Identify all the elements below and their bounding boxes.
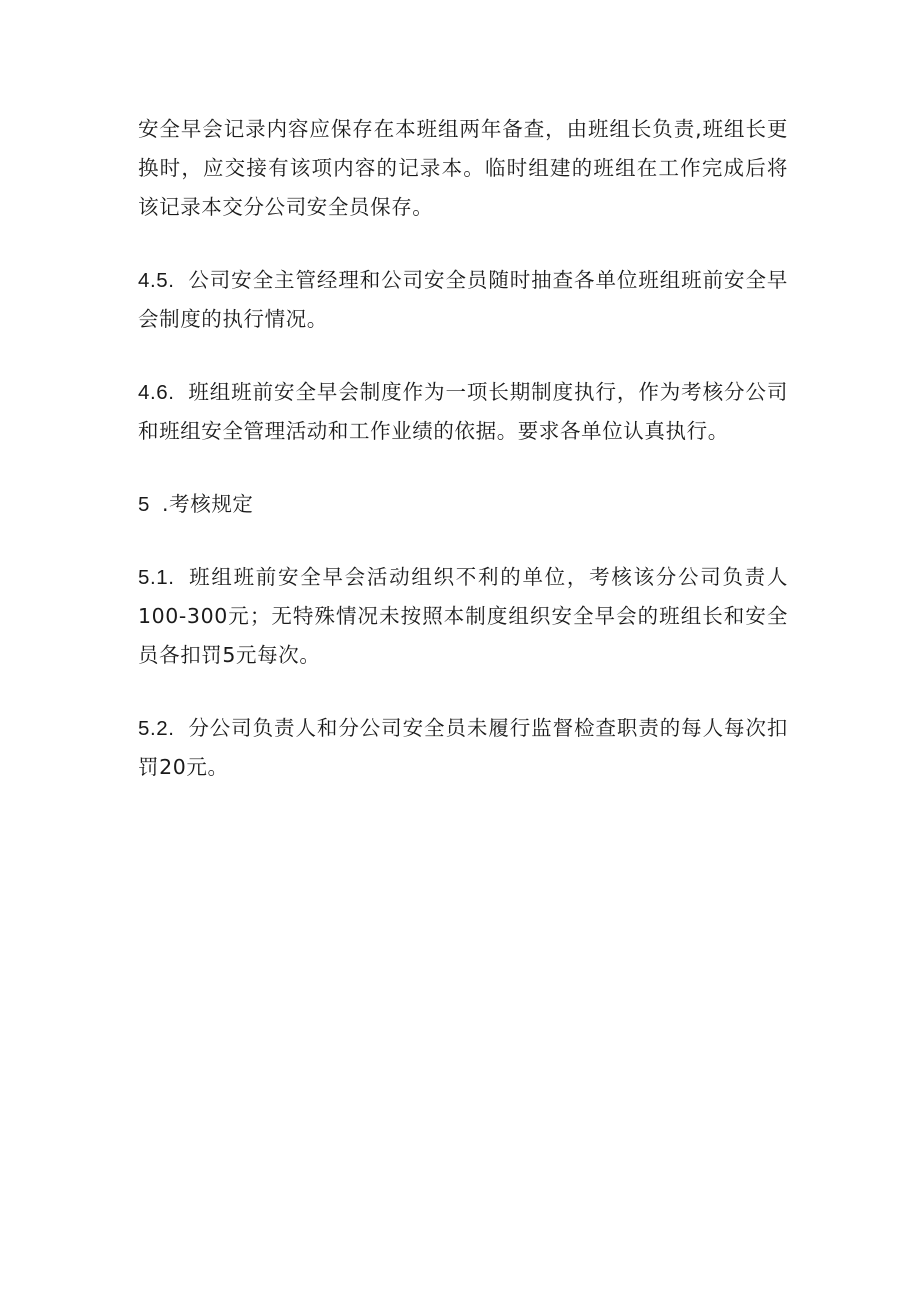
clause-4-6 [138, 373, 788, 451]
clause-number: 5.1. [138, 566, 175, 589]
document-page [138, 110, 788, 821]
clause-text: 班组班前安全早会活动组织不利的单位，考核该分公司负责人100-300元；无特殊情况未按照本制度组织安全早会的班组长和安全员各扣罚5元每次。 [138, 565, 788, 667]
section-heading-5 [138, 485, 788, 524]
clause-5-1 [138, 558, 788, 675]
clause-text: 分公司负责人和分公司安全员未履行监督检查职责的每人每次扣罚20元。 [138, 716, 788, 779]
clause-text: 班组班前安全早会制度作为一项长期制度执行，作为考核分公司和班组安全管理活动和工作业绩的依据。要求各单位认真执行。 [138, 380, 788, 443]
intro-paragraph [138, 110, 788, 227]
clause-4-5 [138, 261, 788, 339]
clause-5-2 [138, 709, 788, 787]
clause-number: 4.5. [138, 269, 175, 292]
section-title: .考核规定 [162, 492, 254, 516]
clause-text: 公司安全主管经理和公司安全员随时抽查各单位班组班前安全早会制度的执行情况。 [138, 268, 788, 331]
intro-text: 安全早会记录内容应保存在本班组两年备查，由班组长负责,班组长更换时，应交接有该项内容的记录本。临时组建的班组在工作完成后将该记录本交分公司安全员保存。 [138, 117, 788, 219]
clause-number: 4.6. [138, 381, 175, 404]
section-number: 5 [138, 493, 151, 516]
clause-number: 5.2. [138, 717, 175, 740]
